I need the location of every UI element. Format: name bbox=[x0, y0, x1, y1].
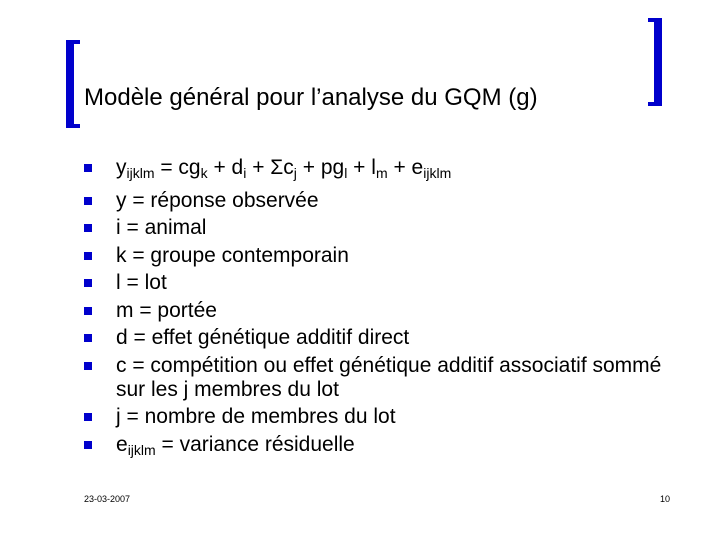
page-number: 10 bbox=[660, 494, 671, 504]
list-item bbox=[84, 244, 684, 268]
definition-text: l = lot bbox=[116, 271, 167, 294]
definition-text: k = groupe contemporain bbox=[116, 243, 349, 267]
slide-title: Modèle général pour l’analyse du GQM (g) bbox=[84, 84, 538, 111]
list-item bbox=[84, 271, 684, 295]
list-item bbox=[84, 405, 684, 429]
list-item bbox=[84, 354, 684, 402]
square-bullet-icon bbox=[84, 224, 92, 232]
square-bullet-icon bbox=[84, 413, 92, 421]
square-bullet-icon bbox=[84, 279, 92, 287]
bracket-left bbox=[66, 40, 80, 128]
square-bullet-icon bbox=[84, 441, 92, 449]
definition-text: j = nombre de membres du lot bbox=[116, 405, 396, 428]
square-bullet-icon bbox=[84, 252, 92, 260]
square-bullet-icon bbox=[84, 197, 92, 205]
list-item bbox=[84, 326, 684, 350]
model-equation: $y_{ijklm} = cg_k + d_i + \Sigma c_j + pg_l + l_m + e_{ijklm}$ bbox=[116, 156, 452, 181]
square-bullet-icon bbox=[84, 164, 92, 172]
definition-text: d = effet génétique additif direct bbox=[116, 326, 410, 349]
list-item-model bbox=[84, 156, 684, 185]
list-item-residual bbox=[84, 433, 684, 462]
bracket-right bbox=[648, 18, 662, 106]
square-bullet-icon bbox=[84, 362, 92, 370]
residual-definition: $e_{ijklm}$ = variance résiduelle bbox=[116, 432, 355, 458]
square-bullet-icon bbox=[84, 334, 92, 342]
definition-text: c = compétition ou effet génétique additif associatif sommé sur les j membres du lot bbox=[116, 353, 662, 401]
definition-text: m = portée bbox=[116, 298, 217, 322]
definition-text: y = réponse observée bbox=[116, 188, 319, 212]
list-item bbox=[84, 299, 684, 323]
list-item bbox=[84, 216, 684, 240]
bullet-list bbox=[84, 156, 684, 465]
square-bullet-icon bbox=[84, 307, 92, 315]
footer-date: 23-03-2007 bbox=[84, 494, 131, 504]
definition-text: i = animal bbox=[116, 216, 207, 239]
list-item bbox=[84, 189, 684, 213]
